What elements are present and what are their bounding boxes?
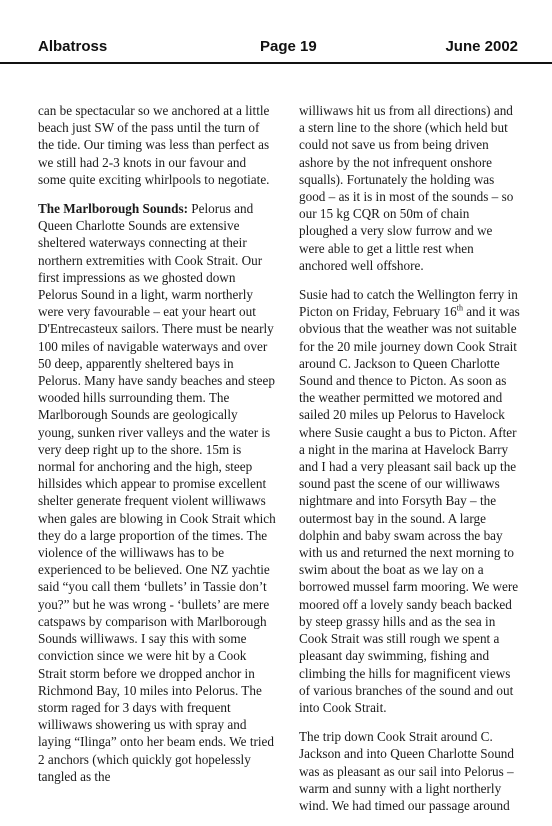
paragraph: williwaws hit us from all directions) and a stern line to the shore (which held but could not save us from being driven ashore by the not infrequent onshore squalls). Fortunately the holding was good – as it is in most of the sounds – so our 15 kg CQR on 50m of chain ploughed a very slow furrow and we were able to get a little rest when anchored well offshore. xyxy=(299,103,514,273)
paragraph xyxy=(299,286,521,716)
right-column xyxy=(299,102,521,826)
paragraph-text: Susie had to catch the Wellington ferry in Picton on Friday, February 16 xyxy=(299,287,518,320)
section-heading: The Marlborough Sounds: xyxy=(38,201,188,217)
page-header xyxy=(38,38,518,60)
page-number: Page 19 xyxy=(260,38,317,55)
paragraph xyxy=(38,200,276,785)
header-rule xyxy=(0,62,552,64)
paragraph: The trip down Cook Strait around C. Jackson and into Queen Charlotte Sound was as pleasant as our sail into Pelorus – warm and sunny with a light northerly wind. We had timed our passage around xyxy=(299,729,514,813)
ordinal-suffix: th xyxy=(456,303,463,313)
paragraph-text: and it was obvious that the weather was not suitable for the 20 mile journey down Cook Strait around C. Jackson to Queen Charlotte Sound and thence to Picton. As soon as the weather permitted we motored and sailed 20 miles up Pelorus to Havelock where Susie caught a bus to Picton. After a night in the marina at Havelock Barry and I had a very pleasant sail back up the sound past the scene of our williwaws nightmare and into Forsyth Bay – the outermost bay in the sound. A large dolphin and baby swam across the bay with us and returned the next morning to swim about the boat as we lay on a borrowed mussel farm mooring. We were moored off a lovely sandy beach backed by steep grassy hills and as the sea in Cook Strait was still rough we spent a pleasant day swimming, fishing and climbing the hills for magnificent views of various branches of the sound and out into Cook Strait. xyxy=(299,304,520,715)
issue-date: June 2002 xyxy=(445,38,518,55)
paragraph: can be spectacular so we anchored at a little beach just SW of the pass until the turn of the tide. Our timing was less than perfect as we still had 2-3 knots in our favour and some quite exciting whirlpools to negotiate. xyxy=(38,103,270,187)
magazine-title: Albatross xyxy=(38,38,108,55)
paragraph-text: Pelorus and Queen Charlotte Sounds are extensive sheltered waterways connecting at their northern extremities with Cook Strait. Our first impressions as we ghosted down Pelorus Sound in a light, warm northerly were very favourable – eat your heart out D'Entrecasteux sailors. There must be nearly 100 miles of navigable waterways and over 50 deep, apparently sheltered bays in Pelorus. Many have sandy beaches and steep wooded hills surrounding them. The Marlborough Sounds are geologically young, sunken river valleys and the water is very deep right up to the shore. 15m is normal for anchoring and the high, steep hillsides which appear to promise excellent shelter generate frequent violent williwaws when gales are blowing in Cook Strait which they do a large proportion of the times. The violence of the williwaws has to be experienced to be believed. One NZ yachtie said “you call them ‘bullets’ in Tassie don’t you?” but he was wrong - ‘bullets’ are mere catspaws by comparison with Marlborough Sounds williwaws. I say this with some conviction since we were hit by a Cook Strait storm before we dropped anchor in Richmond Bay, 10 miles into Pelorus. The storm raged for 3 days with frequent williwaws showering us with spray and laying “Ilinga” onto her beam ends. We tried 2 anchors (which quickly got hopelessly tangled as the xyxy=(38,201,276,784)
left-column xyxy=(38,102,276,797)
